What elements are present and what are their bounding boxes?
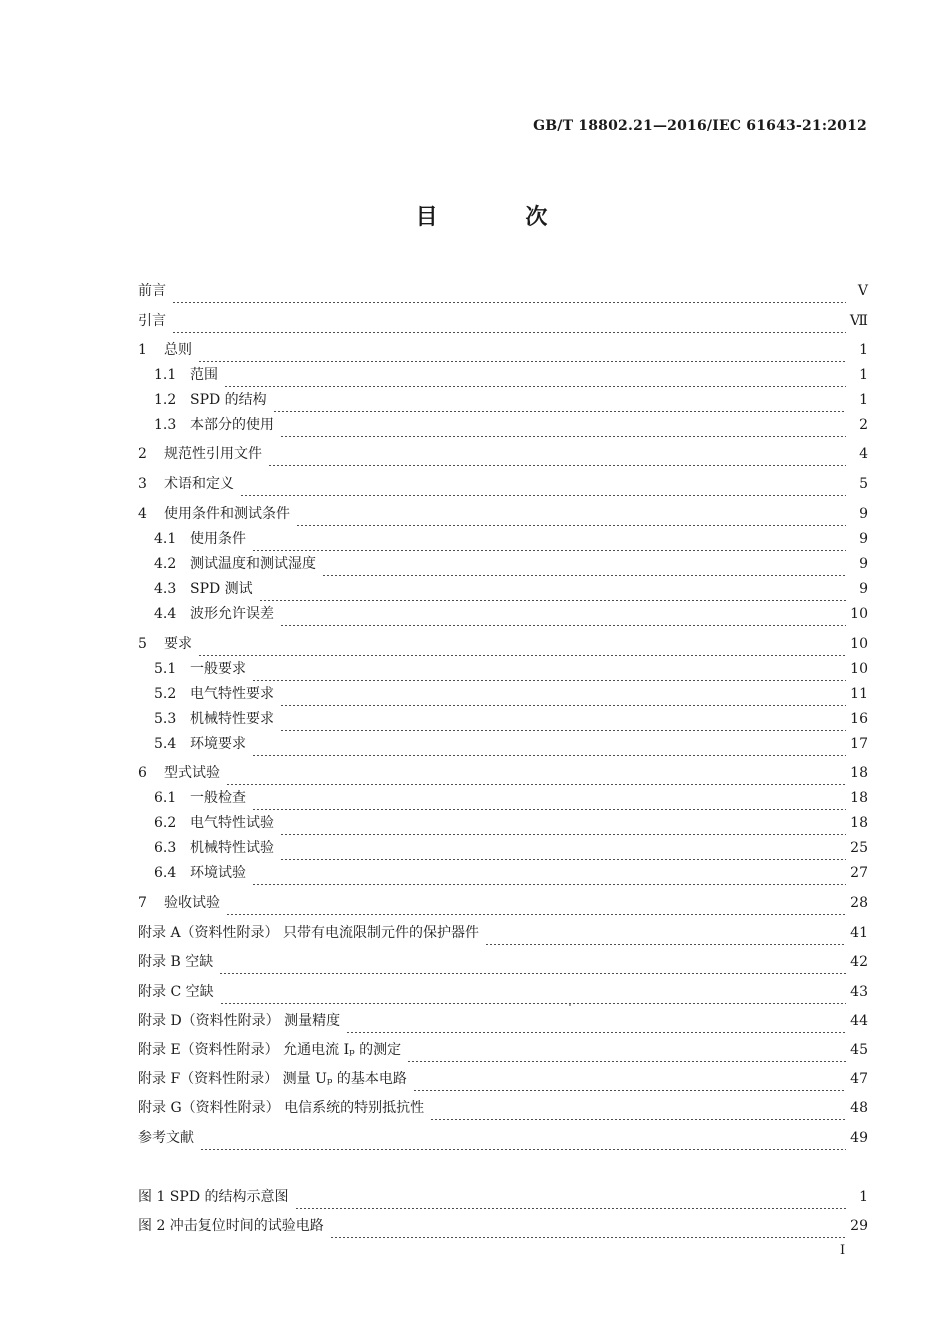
toc-entry: [154, 786, 868, 810]
toc-leader-dots: [219, 950, 846, 974]
toc-entry-page: 1: [859, 367, 868, 383]
toc-entry: [138, 309, 868, 333]
toc-entry-page: 43: [850, 984, 868, 1000]
toc-entry: [154, 388, 868, 412]
toc-entry-page: Ⅴ: [857, 283, 868, 299]
toc-entry: [138, 442, 868, 466]
toc-entry-label: 使用条件和测试条件: [164, 506, 290, 522]
toc-leader-dots: [280, 682, 846, 706]
toc-entry: [138, 761, 868, 785]
toc-leader-dots: [259, 577, 846, 601]
toc-leader-dots: [280, 413, 846, 437]
toc-entry-number: 3: [138, 476, 147, 492]
toc-leader-dots: [198, 632, 846, 656]
toc-entry-number: 4.2: [154, 556, 177, 572]
toc-leader-dots: [252, 861, 846, 885]
toc-leader-dots: [198, 338, 846, 362]
toc-entry-number: 4.3: [154, 581, 177, 597]
toc-entry-page: 2: [859, 417, 868, 433]
toc-entry: [138, 891, 868, 915]
toc-entry: [138, 1126, 868, 1150]
toc-entry-page: 42: [850, 954, 868, 970]
toc-entry-page: 10: [850, 606, 868, 622]
toc-entry: [138, 632, 868, 656]
page-title: 目 次: [415, 204, 588, 230]
toc-entry-page: 45: [850, 1042, 868, 1058]
toc-leader-dots: [252, 657, 846, 681]
toc-entry-number: 1.2: [154, 392, 177, 408]
toc-entry: [154, 413, 868, 437]
toc-entry: [154, 602, 868, 626]
scan-speck: [569, 1004, 571, 1006]
toc-entry-label: 使用条件: [190, 531, 246, 547]
toc-entry-label: 引言: [138, 313, 166, 329]
toc-leader-dots: [240, 472, 846, 496]
figure-entry-label: 图 2 冲击复位时间的试验电路: [138, 1218, 324, 1234]
toc-entry: [154, 657, 868, 681]
toc-entry-page: 49: [850, 1130, 868, 1146]
toc-entry: [154, 363, 868, 387]
toc-leader-dots: [280, 602, 846, 626]
toc-entry: [154, 577, 868, 601]
toc-leader-dots: [268, 442, 846, 466]
toc-leader-dots: [280, 836, 846, 860]
toc-entry-number: 6.4: [154, 865, 177, 881]
toc-entry-label: 附录 A（资料性附录） 只带有电流限制元件的保护器件: [138, 925, 480, 941]
toc-entry-label: 规范性引用文件: [164, 446, 262, 462]
toc-entry: [138, 1067, 868, 1091]
toc-entry-page: 1: [859, 342, 868, 358]
document-header: GB/T 18802.21—2016/IEC 61643-21:2012: [533, 118, 867, 134]
toc-entry-page: 10: [850, 636, 868, 652]
toc-leader-dots: [346, 1009, 846, 1033]
toc-entry-page: 28: [850, 895, 868, 911]
toc-entry-page: 47: [850, 1071, 868, 1087]
toc-leader-dots: [296, 502, 846, 526]
toc-leader-dots: [407, 1038, 846, 1062]
toc-entry-page: 25: [850, 840, 868, 856]
toc-entry-label: 环境要求: [190, 736, 246, 752]
toc-entry-label: 附录 F（资料性附录） 测量 Uₚ 的基本电路: [138, 1071, 407, 1087]
toc-entry-label: 前言: [138, 283, 166, 299]
figure-entry-label: 图 1 SPD 的结构示意图: [138, 1189, 289, 1205]
toc-entry-label: 要求: [164, 636, 192, 652]
toc-entry-number: 5.2: [154, 686, 177, 702]
toc-entry: [154, 707, 868, 731]
toc-entry-number: 4.1: [154, 531, 177, 547]
toc-entry-label: SPD 测试: [190, 581, 253, 597]
toc-leader-dots: [220, 980, 846, 1004]
toc-entry-number: 4.4: [154, 606, 177, 622]
toc-leader-dots: [200, 1126, 846, 1150]
toc-entry: [154, 527, 868, 551]
toc-entry-label: 附录 B 空缺: [138, 954, 214, 970]
toc-leader-dots: [224, 363, 846, 387]
toc-entry-label: 波形允许误差: [190, 606, 274, 622]
toc-entry-number: 2: [138, 446, 147, 462]
toc-leader-dots: [172, 279, 846, 303]
toc-entry-label: 本部分的使用: [190, 417, 274, 433]
toc-leader-dots: [252, 786, 846, 810]
toc-entry-label: 附录 C 空缺: [138, 984, 214, 1000]
toc-entry-number: 1: [138, 342, 147, 358]
toc-entry-label: 范围: [190, 367, 218, 383]
toc-entry-number: 6.2: [154, 815, 177, 831]
toc-leader-dots: [172, 309, 846, 333]
toc-entry-page: 27: [850, 865, 868, 881]
toc-entry: [138, 921, 868, 945]
toc-entry: [138, 502, 868, 526]
toc-entry-page: 18: [850, 815, 868, 831]
figure-list-entry: [138, 1185, 868, 1209]
toc-entry-label: SPD 的结构: [190, 392, 267, 408]
toc-entry: [138, 950, 868, 974]
toc-entry: [138, 1096, 868, 1120]
toc-entry-number: 1.3: [154, 417, 177, 433]
toc-entry-page: 9: [859, 531, 868, 547]
toc-entry-label: 术语和定义: [164, 476, 234, 492]
toc-entry: [154, 552, 868, 576]
toc-leader-dots: [226, 761, 846, 785]
toc-entry-label: 总则: [164, 342, 192, 358]
toc-entry-label: 一般要求: [190, 661, 246, 677]
toc-entry-label: 附录 D（资料性附录） 测量精度: [138, 1013, 341, 1029]
toc-entry-number: 5.1: [154, 661, 177, 677]
toc-entry-number: 5: [138, 636, 147, 652]
toc-entry-page: 44: [850, 1013, 868, 1029]
toc-entry-number: 1.1: [154, 367, 177, 383]
toc-entry-page: 48: [850, 1100, 868, 1116]
toc-entry-number: 6.3: [154, 840, 177, 856]
toc-leader-dots: [226, 891, 846, 915]
toc-leader-dots: [252, 732, 846, 756]
toc-leader-dots: [280, 811, 846, 835]
toc-entry-number: 5.4: [154, 736, 177, 752]
toc-entry: [154, 682, 868, 706]
toc-entry-page: 10: [850, 661, 868, 677]
toc-entry-page: 17: [850, 736, 868, 752]
toc-leader-dots: [430, 1096, 846, 1120]
toc-entry-page: Ⅶ: [849, 313, 868, 329]
toc-entry-page: 9: [859, 581, 868, 597]
toc-entry-number: 4: [138, 506, 147, 522]
toc-entry: [154, 811, 868, 835]
toc-entry-page: 9: [859, 506, 868, 522]
toc-entry-page: 18: [850, 790, 868, 806]
toc-leader-dots: [485, 921, 846, 945]
page-number: Ⅰ: [840, 1243, 846, 1258]
toc-entry: [138, 472, 868, 496]
toc-leader-dots: [273, 388, 846, 412]
toc-entry-label: 附录 G（资料性附录） 电信系统的特别抵抗性: [138, 1100, 425, 1116]
figure-list-entry: [138, 1214, 868, 1238]
toc-leader-dots: [252, 527, 846, 551]
figure-entry-page: 29: [850, 1218, 868, 1234]
toc-entry: [154, 861, 868, 885]
toc-entry-label: 型式试验: [164, 765, 220, 781]
figure-entry-page: 1: [859, 1189, 868, 1205]
toc-entry-label: 一般检查: [190, 790, 246, 806]
toc-entry: [138, 279, 868, 303]
toc-entry-label: 测试温度和测试湿度: [190, 556, 316, 572]
toc-leader-dots: [322, 552, 846, 576]
toc-entry-label: 机械特性要求: [190, 711, 274, 727]
toc-entry-page: 11: [850, 686, 868, 702]
toc-entry: [154, 836, 868, 860]
toc-entry-page: 18: [850, 765, 868, 781]
toc-entry: [138, 980, 868, 1004]
toc-entry-label: 验收试验: [164, 895, 220, 911]
toc-entry-label: 电气特性要求: [190, 686, 274, 702]
toc-entry-page: 41: [850, 925, 868, 941]
toc-entry-page: 1: [859, 392, 868, 408]
toc-entry-label: 电气特性试验: [190, 815, 274, 831]
toc-entry-label: 机械特性试验: [190, 840, 274, 856]
toc-entry-label: 环境试验: [190, 865, 246, 881]
toc-entry-page: 9: [859, 556, 868, 572]
toc-entry-page: 5: [859, 476, 868, 492]
toc-entry-number: 7: [138, 895, 147, 911]
toc-entry-page: 16: [850, 711, 868, 727]
toc-entry-number: 5.3: [154, 711, 177, 727]
toc-entry-number: 6.1: [154, 790, 177, 806]
toc-entry: [138, 1038, 868, 1062]
toc-entry-page: 4: [859, 446, 868, 462]
toc-entry: [138, 338, 868, 362]
toc-leader-dots: [280, 707, 846, 731]
toc-entry-label: 参考文献: [138, 1130, 194, 1146]
toc-entry: [138, 1009, 868, 1033]
toc-entry: [154, 732, 868, 756]
toc-leader-dots: [295, 1185, 847, 1209]
toc-leader-dots: [330, 1214, 846, 1238]
toc-entry-label: 附录 E（资料性附录） 允通电流 Iₚ 的测定: [138, 1042, 402, 1058]
toc-leader-dots: [413, 1067, 846, 1091]
toc-entry-number: 6: [138, 765, 147, 781]
